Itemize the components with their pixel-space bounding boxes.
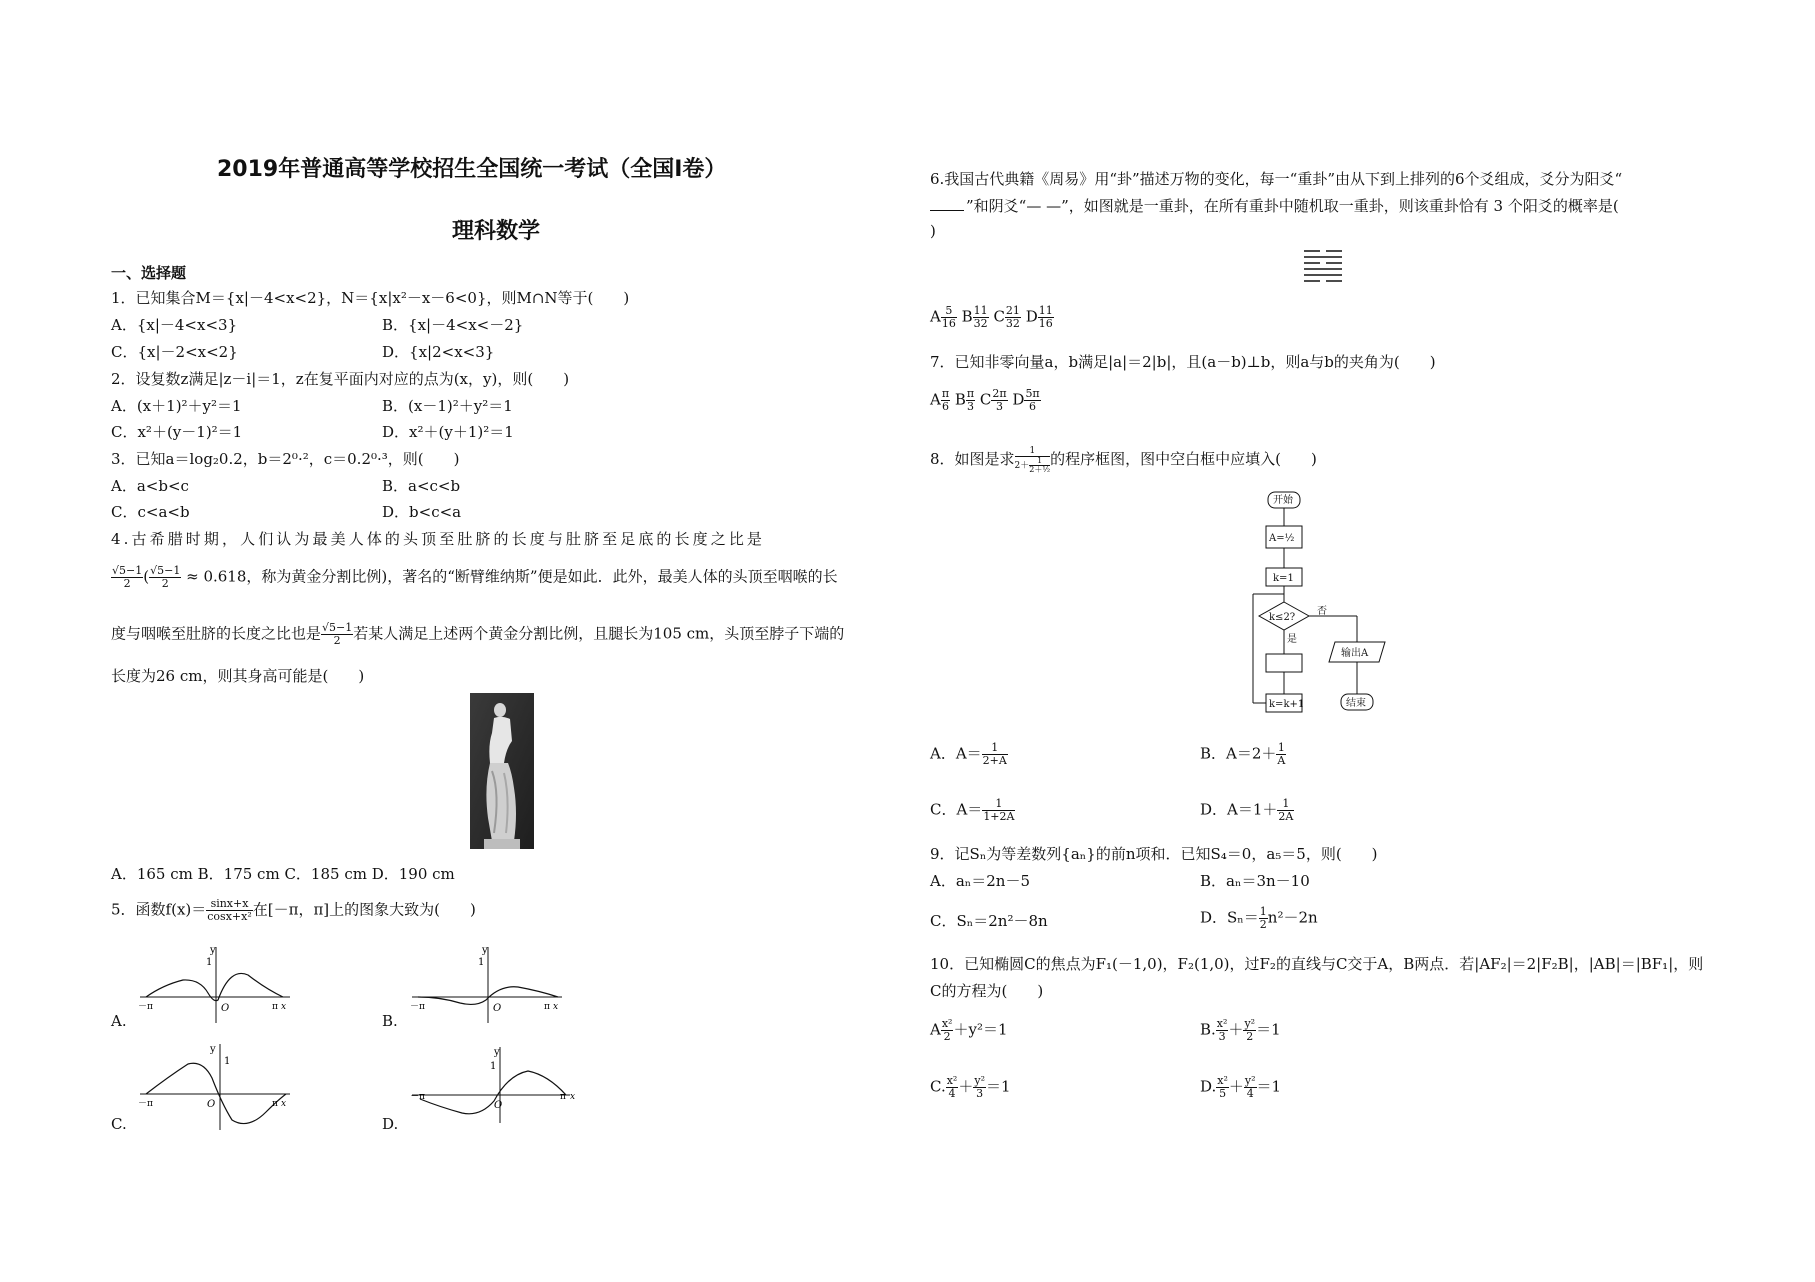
golden-ratio-fraction: $\frac{√5-1}{2}$ (112, 564, 143, 590)
q9-option-b: B．aₙ＝3n－10 (1200, 872, 1310, 890)
flow-end: 结束 (1346, 698, 1366, 709)
venus-statue-image (470, 693, 534, 849)
q1-option-b: B．{x|－4<x<－2} (382, 316, 524, 334)
graph-b-x-label: x (553, 1002, 559, 1012)
q10-option-c: C. $\frac{\text{x²}}{4}$ ＋ $\frac{\text{y²}}{3}$ ＝1 (930, 1074, 1011, 1100)
graph-d-pi: π (560, 1092, 566, 1102)
q8-option-b: B．A＝2＋ $\frac{1}{A}$ (1200, 741, 1286, 767)
q5-graph-a (138, 945, 298, 1025)
graph-a-pi: π (272, 1002, 278, 1012)
q8-option-d: D．A＝1＋ $\frac{1}{2A}$ (1200, 797, 1294, 823)
graph-c-y-label: y (210, 1044, 216, 1055)
q6-options: A $\frac{5}{16}$ B $\frac{11}{32}$ C $\frac{21}{32}$ D $\frac{11}{16}$ (930, 304, 1053, 330)
q2-option-c: C．x²＋(y－1)²＝1 (111, 423, 243, 441)
q8-flowchart (1245, 488, 1395, 716)
q1-option-c: C．{x|－2<x<2} (111, 343, 238, 361)
graph-b-one: 1 (478, 957, 485, 968)
golden-ratio-fraction-3: $\frac{√5-1}{2}$ (322, 621, 353, 647)
q6-line3: ) (930, 222, 936, 240)
flow-start: 开始 (1273, 495, 1293, 506)
graph-b-y-label: y (482, 945, 488, 956)
q2-stem: 2．设复数z满足|z－i|＝1，z在复平面内对应的点为(x，y)，则( ) (111, 370, 570, 388)
q9-option-a: A．aₙ＝2n－5 (930, 872, 1031, 890)
q3-stem: 3．已知a＝log₂0.2，b＝2⁰·²，c＝0.2⁰·³，则( ) (111, 450, 460, 468)
graph-b-pi: π (544, 1002, 550, 1012)
flow-output: 输出A (1341, 648, 1369, 659)
q8-option-a: A．A＝ $\frac{1}{2+A}$ (930, 741, 1007, 767)
flow-yes: 是 (1287, 634, 1297, 645)
graph-a-x-label: x (281, 1002, 287, 1012)
exam-subtitle: 理科数学 (452, 219, 541, 244)
q6-line2: ”和阴爻“— —”，如图就是一重卦，在所有重卦中随机取一重卦，则该重卦恰有 3 个阳爻的概率是( (930, 195, 1619, 216)
q1-option-d: D．{x|2<x<3} (382, 343, 495, 361)
graph-b-neg-pi: －π (410, 1002, 425, 1012)
q9-option-d: D．Sₙ＝ $\frac{1}{2}$ n²－2n (1200, 905, 1318, 931)
q4-options: A．165 cm B．175 cm C．185 cm D．190 cm (111, 865, 455, 883)
graph-d-origin: O (494, 1100, 503, 1111)
q5-stem: 5．函数f(x)＝ $\frac{\sin x+x}{\text{cosx+x²}}$ 在[－π，π]上的图象大致为( ) (111, 897, 476, 923)
graph-c-neg-pi: －π (138, 1099, 153, 1109)
graph-d-neg-pi: －π (410, 1092, 425, 1102)
q5-graph-b (410, 945, 570, 1025)
flow-init-a: A=½ (1269, 533, 1295, 544)
q2-option-d: D．x²＋(y＋1)²＝1 (382, 423, 514, 441)
continued-fraction: 1 2＋ $\frac{1}{\text{2＋½}}$ (1014, 446, 1051, 474)
q5-graph-c (138, 1042, 298, 1132)
graph-a-one: 1 (206, 957, 213, 968)
graph-c-pi: π (272, 1099, 278, 1109)
exam-title: 2019年普通高等学校招生全国统一考试（全国Ⅰ卷） (217, 157, 727, 182)
q7-stem: 7．已知非零向量a，b满足|a|＝2|b|，且(a－b)⊥b，则a与b的夹角为( ) (930, 353, 1436, 371)
graph-b-origin: O (493, 1003, 502, 1014)
q2-option-a: A．(x＋1)²＋y²＝1 (111, 397, 242, 415)
graph-c-one: 1 (224, 1056, 231, 1067)
q2-option-b: B．(x－1)²＋y²＝1 (382, 397, 513, 415)
graph-a-neg-pi: －π (138, 1002, 153, 1012)
flow-no: 否 (1317, 606, 1327, 617)
flow-init-k: k=1 (1273, 573, 1294, 584)
graph-c-x-label: x (281, 1099, 287, 1109)
q5-label-a: A. (111, 1012, 127, 1030)
q10-option-a: A $\frac{\text{x²}}{2}$ ＋y²＝1 (930, 1017, 1008, 1043)
q9-stem: 9．记Sₙ为等差数列{aₙ}的前n项和．已知S₄＝0，a₅＝5，则( ) (930, 845, 1378, 863)
graph-d-one: 1 (490, 1061, 497, 1072)
section-heading: 一、选择题 (111, 264, 187, 282)
q9-option-c: C．Sₙ＝2n²－8n (930, 912, 1048, 930)
flow-cond: k≤2? (1269, 612, 1296, 623)
q5-fraction: $\frac{\sin x+x}{\text{cosx+x²}}$ (207, 897, 252, 923)
hexagram-figure (1302, 248, 1344, 284)
q5-label-d: D. (382, 1115, 399, 1133)
graph-a-origin: O (221, 1003, 230, 1014)
q10-option-d: D. $\frac{\text{x²}}{5}$ ＋ $\frac{\text{y²}}{4}$ ＝1 (1200, 1074, 1282, 1100)
q10-line1: 10．已知椭圆C的焦点为F₁(－1,0)，F₂(1,0)，过F₂的直线与C交于A，B两点．若|AF₂|＝2|F₂B|，|AB|＝|BF₁|，则 (930, 955, 1704, 973)
flow-inc: k=k+1 (1269, 699, 1305, 710)
q4-line3: 度与咽喉至肚脐的长度之比也是 $\frac{√5-1}{2}$ 若某人满足上述两个黄金分割比例，且腿长为105 cm，头顶至脖子下端的 (111, 621, 845, 647)
q3-option-a: A．a<b<c (111, 477, 189, 495)
q10-line2: C的方程为( ) (930, 982, 1044, 1000)
q10-option-b: B. $\frac{\text{x²}}{3}$ ＋ $\frac{\text{y²}}{2}$ ＝1 (1200, 1017, 1281, 1043)
q5-label-c: C. (111, 1115, 127, 1133)
q8-stem: 8．如图是求 1 2＋ $\frac{1}{\text{2＋½}}$ 的程序框图，图中空白框中应填入( ) (930, 446, 1317, 474)
q3-option-c: C．c<a<b (111, 503, 190, 521)
q4-line2: $\frac{√5-1}{2}$ ( $\frac{√5-1}{2}$ ≈ 0.618，称为黄金分割比例)，著名的“断臂维纳斯”便是如此．此外，最美人体的头顶至咽喉的长 (112, 564, 838, 590)
q8-option-c: C．A＝ $\frac{1}{1+2A}$ (930, 797, 1015, 823)
q6-line1: 6.我国古代典籍《周易》用“卦”描述万物的变化，每一“重卦”由从下到上排列的6个爻组成，爻分为阳爻“ (930, 170, 1623, 188)
q4-line1: 4.古希腊时期，人们认为最美人体的头顶至肚脐的长度与肚脐至足底的长度之比是 (111, 530, 766, 548)
q4-line4: 长度为26 cm，则其身高可能是( ) (111, 667, 365, 685)
q1-stem: 1．已知集合M＝{x|－4<x<2}，N＝{x|x²－x－6<0}，则M∩N等于( ) (111, 289, 630, 307)
graph-a-y-label: y (210, 945, 216, 956)
graph-c-origin: O (207, 1099, 216, 1110)
graph-d-y-label: y (494, 1047, 500, 1058)
q5-label-b: B. (382, 1012, 398, 1030)
q3-option-b: B．a<c<b (382, 477, 461, 495)
q1-option-a: A．{x|－4<x<3} (111, 316, 238, 334)
q3-option-d: D．b<c<a (382, 503, 462, 521)
golden-ratio-fraction-2: $\frac{√5-1}{2}$ (150, 564, 181, 590)
graph-d-x-label: x (570, 1092, 576, 1102)
q7-options: A $\frac{\pi}{6}$ B $\frac{\pi}{3}$ C $\frac{2\pi}{3}$ D $\frac{5\pi}{6}$ (930, 387, 1040, 413)
q5-graph-d (410, 1045, 580, 1125)
